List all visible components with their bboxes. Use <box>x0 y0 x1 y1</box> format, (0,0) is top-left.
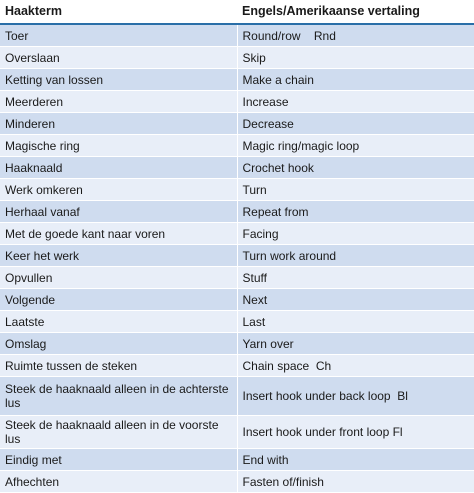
english-translation-cell: Magic ring/magic loop <box>237 135 474 157</box>
table-row <box>0 91 474 113</box>
dutch-term-cell: Werk omkeren <box>0 179 237 201</box>
table-row <box>0 113 474 135</box>
header-dutch-term: Haakterm <box>0 0 237 24</box>
table-row <box>0 267 474 289</box>
dutch-term-cell: Overslaan <box>0 47 237 69</box>
table-row <box>0 471 474 493</box>
dutch-term-cell: Keer het werk <box>0 245 237 267</box>
english-translation-cell: Turn work around <box>237 245 474 267</box>
table-row <box>0 333 474 355</box>
table-row <box>0 157 474 179</box>
english-translation-cell: Stuff <box>237 267 474 289</box>
dutch-term-cell: Haaknaald <box>0 157 237 179</box>
dutch-term-cell: Herhaal vanaf <box>0 201 237 223</box>
english-translation-cell: Last <box>237 311 474 333</box>
dutch-term-cell: Afhechten <box>0 471 237 493</box>
english-translation-cell: End with <box>237 449 474 471</box>
english-translation-cell: Insert hook under front loop Fl <box>237 416 474 449</box>
english-translation-cell: Facing <box>237 223 474 245</box>
english-translation-cell: Turn <box>237 179 474 201</box>
english-translation-cell: Insert hook under back loop Bl <box>237 377 474 416</box>
table-row <box>0 355 474 377</box>
table-row <box>0 69 474 91</box>
english-translation-cell: Fasten of/finish <box>237 471 474 493</box>
table-body <box>0 24 474 493</box>
dutch-term-cell: Steek de haaknaald alleen in de voorste lus <box>0 416 237 449</box>
table-row <box>0 223 474 245</box>
dutch-term-cell: Meerderen <box>0 91 237 113</box>
table-row <box>0 201 474 223</box>
table-row <box>0 179 474 201</box>
table-row <box>0 289 474 311</box>
header-row <box>0 0 474 24</box>
dutch-term-cell: Eindig met <box>0 449 237 471</box>
english-translation-cell: Crochet hook <box>237 157 474 179</box>
english-translation-cell: Yarn over <box>237 333 474 355</box>
english-translation-cell: Skip <box>237 47 474 69</box>
dutch-term-cell: Toer <box>0 24 237 47</box>
dutch-term-cell: Opvullen <box>0 267 237 289</box>
table-row <box>0 135 474 157</box>
table-row <box>0 245 474 267</box>
table-row <box>0 311 474 333</box>
table-row <box>0 416 474 449</box>
english-translation-cell: Decrease <box>237 113 474 135</box>
dutch-term-cell: Met de goede kant naar voren <box>0 223 237 245</box>
english-translation-cell: Next <box>237 289 474 311</box>
english-translation-cell: Repeat from <box>237 201 474 223</box>
table-row <box>0 449 474 471</box>
english-translation-cell: Chain space Ch <box>237 355 474 377</box>
dutch-term-cell: Laatste <box>0 311 237 333</box>
dutch-term-cell: Magische ring <box>0 135 237 157</box>
english-translation-cell: Round/row Rnd <box>237 24 474 47</box>
english-translation-cell: Make a chain <box>237 69 474 91</box>
dutch-term-cell: Ketting van lossen <box>0 69 237 91</box>
table-row <box>0 47 474 69</box>
dutch-term-cell: Minderen <box>0 113 237 135</box>
table-header <box>0 0 474 24</box>
dutch-term-cell: Volgende <box>0 289 237 311</box>
table-row <box>0 24 474 47</box>
english-translation-cell: Increase <box>237 91 474 113</box>
dutch-term-cell: Omslag <box>0 333 237 355</box>
dutch-term-cell: Steek de haaknaald alleen in de achterste lus <box>0 377 237 416</box>
table-row <box>0 377 474 416</box>
header-english-translation: Engels/Amerikaanse vertaling <box>237 0 474 24</box>
dutch-term-cell: Ruimte tussen de steken <box>0 355 237 377</box>
